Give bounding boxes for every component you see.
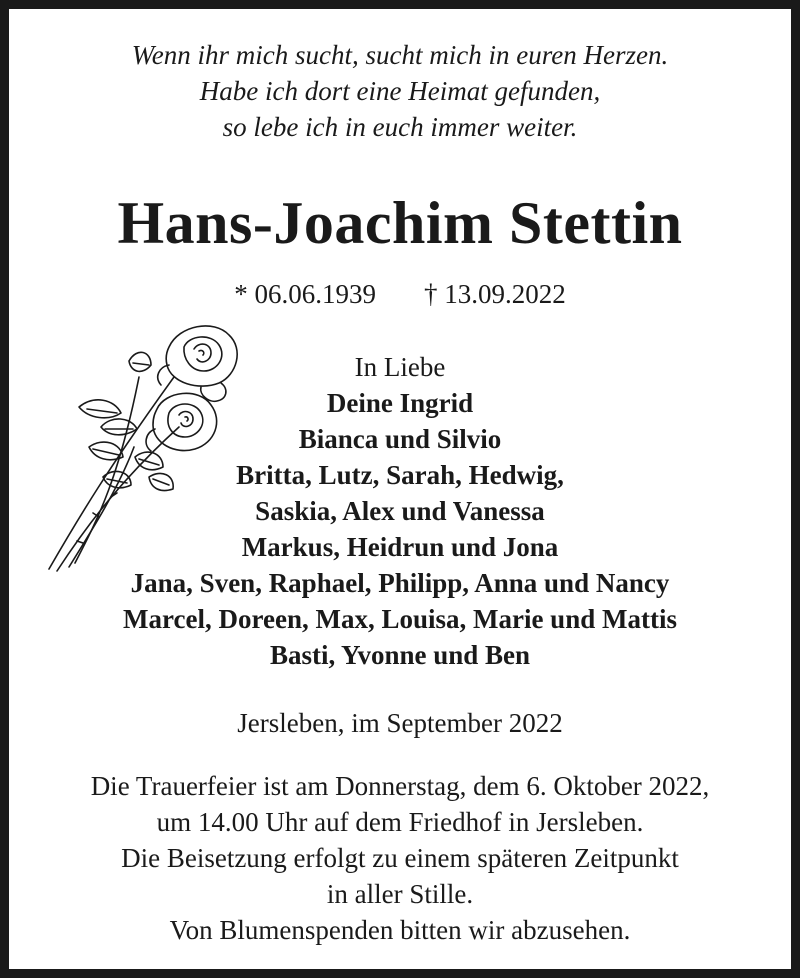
service-line: um 14.00 Uhr auf dem Friedhof in Jersleben.	[156, 807, 644, 837]
family-member-line: Marcel, Doreen, Max, Louisa, Marie und Mattis	[123, 604, 677, 634]
family-member-line: Basti, Yvonne und Ben	[269, 640, 531, 670]
birth-date: * 06.06.1939	[234, 279, 376, 309]
place-and-date: Jersleben, im September 2022	[237, 708, 563, 738]
service-line: in aller Stille.	[326, 879, 474, 909]
family-member-line: Saskia, Alex und Vanessa	[255, 496, 545, 526]
family-member-line: Markus, Heidrun und Jona	[241, 532, 559, 562]
family-intro: In Liebe	[354, 352, 446, 382]
poem-line: Habe ich dort eine Heimat gefunden,	[199, 76, 601, 106]
poem-line: so lebe ich in euch immer weiter.	[222, 112, 578, 142]
service-line: Die Beisetzung erfolgt zu einem späteren Zeitpunkt	[121, 843, 679, 873]
family-member-line: Deine Ingrid	[326, 388, 474, 418]
death-date: † 13.09.2022	[424, 279, 566, 309]
deceased-name: Hans-Joachim Stettin	[117, 190, 683, 256]
memorial-poem	[9, 37, 791, 145]
service-line: Von Blumenspenden bitten wir abzusehen.	[169, 915, 631, 945]
poem-line: Wenn ihr mich sucht, sucht mich in euren Herzen.	[131, 40, 669, 70]
service-line: Die Trauerfeier ist am Donnerstag, dem 6. Oktober 2022,	[90, 771, 710, 801]
family-member-line: Jana, Sven, Raphael, Philipp, Anna und Nancy	[130, 568, 670, 598]
funeral-service-info	[9, 768, 791, 948]
family-member-line: Britta, Lutz, Sarah, Hedwig,	[236, 460, 564, 490]
family-member-line: Bianca und Silvio	[298, 424, 502, 454]
life-dates	[9, 276, 791, 312]
family-signatures	[9, 349, 791, 673]
